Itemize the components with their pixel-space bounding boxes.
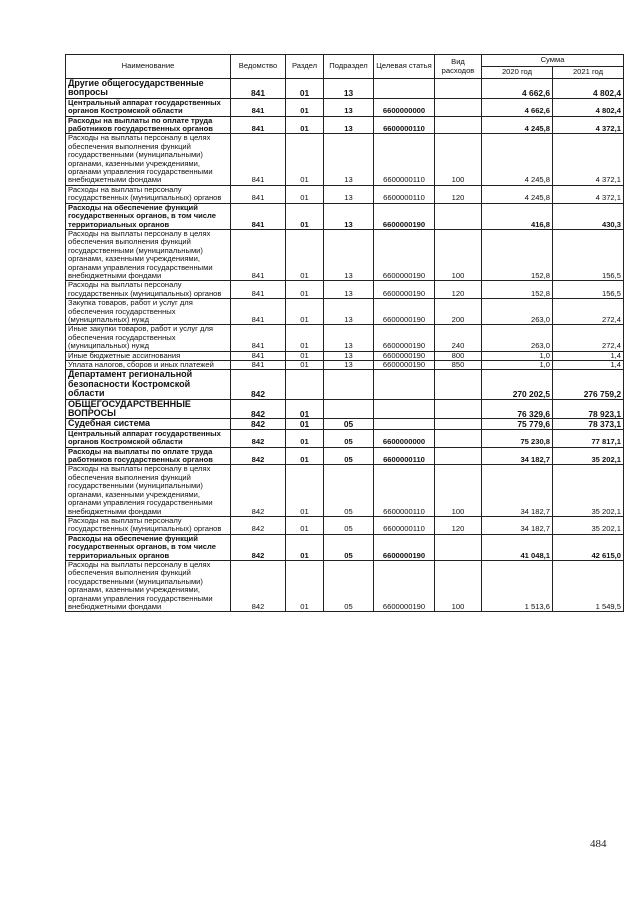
row-sum-2021: 272,4 xyxy=(553,325,624,351)
row-vedomstvo: 841 xyxy=(231,116,286,134)
row-name: Расходы на выплаты персоналу в целях обеспечения выполнения функций государственными (муниципальными) органами, казенными учреждениями, органами управления государственными внебюджетными фондами xyxy=(66,134,231,185)
row-podrazdel: 13 xyxy=(324,299,374,325)
row-target: 6600000000 xyxy=(374,429,435,447)
row-razdel: 01 xyxy=(286,203,324,229)
row-vedomstvo: 842 xyxy=(231,399,286,419)
row-sum-2020: 34 182,7 xyxy=(482,516,553,534)
row-name: Расходы на выплаты по оплате труда работников государственных органов xyxy=(66,447,231,465)
row-sum-2021: 35 202,1 xyxy=(553,447,624,465)
row-razdel: 01 xyxy=(286,229,324,280)
row-podrazdel: 05 xyxy=(324,560,374,611)
row-razdel: 01 xyxy=(286,560,324,611)
row-podrazdel: 13 xyxy=(324,229,374,280)
row-vedomstvo: 841 xyxy=(231,281,286,299)
row-name: Закупка товаров, работ и услуг для обеспечения государственных (муниципальных) нужд xyxy=(66,299,231,325)
row-vid xyxy=(435,534,482,560)
row-name: Судебная система xyxy=(66,419,231,429)
col-header-summa: Сумма xyxy=(482,55,624,67)
row-razdel: 01 xyxy=(286,299,324,325)
row-target: 6600000110 xyxy=(374,465,435,516)
row-podrazdel: 05 xyxy=(324,534,374,560)
row-podrazdel: 13 xyxy=(324,98,374,116)
row-sum-2021: 4 372,1 xyxy=(553,185,624,203)
row-vid: 200 xyxy=(435,299,482,325)
budget-table-sheet xyxy=(65,54,623,612)
row-target: 6600000110 xyxy=(374,185,435,203)
row-sum-2021: 430,3 xyxy=(553,203,624,229)
row-target xyxy=(374,370,435,399)
row-razdel: 01 xyxy=(286,134,324,185)
row-target xyxy=(374,419,435,429)
row-sum-2020: 152,8 xyxy=(482,229,553,280)
row-name: Расходы на обеспечение функций государственных органов, в том числе территориальных органов xyxy=(66,203,231,229)
row-podrazdel: 05 xyxy=(324,419,374,429)
row-target xyxy=(374,79,435,99)
table-row xyxy=(66,281,624,299)
row-razdel: 01 xyxy=(286,116,324,134)
row-vedomstvo: 842 xyxy=(231,465,286,516)
col-header-podrazdel: Подраздел xyxy=(324,55,374,79)
row-target: 6600000190 xyxy=(374,560,435,611)
row-name: Расходы на выплаты персоналу государственных (муниципальных) органов xyxy=(66,281,231,299)
table-row xyxy=(66,229,624,280)
col-header-name: Наименование xyxy=(66,55,231,79)
row-name: Центральный аппарат государственных органов Костромской области xyxy=(66,429,231,447)
table-row xyxy=(66,534,624,560)
row-sum-2021: 276 759,2 xyxy=(553,370,624,399)
row-razdel: 01 xyxy=(286,465,324,516)
table-body xyxy=(66,79,624,612)
row-podrazdel: 13 xyxy=(324,325,374,351)
row-sum-2021: 78 373,1 xyxy=(553,419,624,429)
row-vid xyxy=(435,79,482,99)
row-podrazdel: 13 xyxy=(324,361,374,370)
row-sum-2020: 34 182,7 xyxy=(482,465,553,516)
row-sum-2021: 77 817,1 xyxy=(553,429,624,447)
row-podrazdel: 13 xyxy=(324,281,374,299)
table-row xyxy=(66,98,624,116)
row-podrazdel: 05 xyxy=(324,447,374,465)
table-row xyxy=(66,299,624,325)
row-target xyxy=(374,399,435,419)
row-razdel: 01 xyxy=(286,534,324,560)
row-razdel: 01 xyxy=(286,351,324,360)
row-razdel: 01 xyxy=(286,429,324,447)
row-razdel: 01 xyxy=(286,281,324,299)
col-header-vid: Вид расходов xyxy=(435,55,482,79)
row-razdel: 01 xyxy=(286,185,324,203)
row-vedomstvo: 841 xyxy=(231,229,286,280)
row-vedomstvo: 841 xyxy=(231,134,286,185)
row-sum-2021: 35 202,1 xyxy=(553,465,624,516)
table-row xyxy=(66,185,624,203)
row-target: 6600000110 xyxy=(374,447,435,465)
row-name: Департамент региональной безопасности Костромской области xyxy=(66,370,231,399)
row-target: 6600000190 xyxy=(374,281,435,299)
row-name: Уплата налогов, сборов и иных платежей xyxy=(66,361,231,370)
row-vid xyxy=(435,203,482,229)
row-target: 6600000190 xyxy=(374,325,435,351)
row-podrazdel: 13 xyxy=(324,185,374,203)
row-name: Другие общегосударственные вопросы xyxy=(66,79,231,99)
row-sum-2021: 1,4 xyxy=(553,361,624,370)
row-razdel: 01 xyxy=(286,79,324,99)
row-name: Расходы на выплаты персоналу государственных (муниципальных) органов xyxy=(66,516,231,534)
row-target: 6600000190 xyxy=(374,534,435,560)
row-sum-2020: 1 513,6 xyxy=(482,560,553,611)
row-vid xyxy=(435,98,482,116)
budget-table xyxy=(65,54,624,612)
row-name: Центральный аппарат государственных органов Костромской области xyxy=(66,98,231,116)
col-header-year-2021: 2021 год xyxy=(553,67,624,79)
row-sum-2020: 4 245,8 xyxy=(482,134,553,185)
row-sum-2021: 1 549,5 xyxy=(553,560,624,611)
row-vedomstvo: 841 xyxy=(231,325,286,351)
row-podrazdel: 13 xyxy=(324,79,374,99)
table-row xyxy=(66,399,624,419)
table-row xyxy=(66,465,624,516)
row-vedomstvo: 842 xyxy=(231,419,286,429)
page-number: 484 xyxy=(590,838,607,850)
table-row xyxy=(66,419,624,429)
row-vedomstvo: 842 xyxy=(231,370,286,399)
row-vid: 120 xyxy=(435,281,482,299)
col-header-year-2020: 2020 год xyxy=(482,67,553,79)
row-vid: 100 xyxy=(435,134,482,185)
row-vid: 240 xyxy=(435,325,482,351)
row-sum-2021: 1,4 xyxy=(553,351,624,360)
table-row xyxy=(66,325,624,351)
row-vid xyxy=(435,429,482,447)
row-target: 6600000190 xyxy=(374,299,435,325)
row-sum-2021: 4 372,1 xyxy=(553,134,624,185)
row-sum-2020: 152,8 xyxy=(482,281,553,299)
col-header-vedomstvo: Ведомство xyxy=(231,55,286,79)
row-vedomstvo: 841 xyxy=(231,203,286,229)
row-target: 6600000190 xyxy=(374,203,435,229)
row-podrazdel: 05 xyxy=(324,465,374,516)
row-vedomstvo: 841 xyxy=(231,351,286,360)
row-podrazdel xyxy=(324,399,374,419)
row-sum-2021: 35 202,1 xyxy=(553,516,624,534)
row-sum-2020: 75 779,6 xyxy=(482,419,553,429)
row-podrazdel: 13 xyxy=(324,134,374,185)
row-vid: 120 xyxy=(435,185,482,203)
row-vedomstvo: 842 xyxy=(231,534,286,560)
row-sum-2021: 272,4 xyxy=(553,299,624,325)
row-sum-2021: 156,5 xyxy=(553,281,624,299)
row-sum-2020: 34 182,7 xyxy=(482,447,553,465)
row-vedomstvo: 842 xyxy=(231,560,286,611)
row-sum-2020: 4 662,6 xyxy=(482,79,553,99)
row-podrazdel: 13 xyxy=(324,203,374,229)
row-vedomstvo: 842 xyxy=(231,447,286,465)
col-header-razdel: Раздел xyxy=(286,55,324,79)
table-row xyxy=(66,429,624,447)
row-sum-2020: 76 329,6 xyxy=(482,399,553,419)
row-name: Расходы на выплаты персоналу государственных (муниципальных) органов xyxy=(66,185,231,203)
row-vid xyxy=(435,419,482,429)
row-sum-2020: 75 230,8 xyxy=(482,429,553,447)
row-vid: 800 xyxy=(435,351,482,360)
row-name: Расходы на выплаты персоналу в целях обеспечения выполнения функций государственными (муниципальными) органами, казенными учреждениями, органами управления государственными внебюджетными фондами xyxy=(66,229,231,280)
table-row xyxy=(66,370,624,399)
row-vid: 100 xyxy=(435,465,482,516)
row-vedomstvo: 841 xyxy=(231,79,286,99)
col-header-target: Целевая статья xyxy=(374,55,435,79)
row-razdel: 01 xyxy=(286,361,324,370)
table-row xyxy=(66,447,624,465)
row-razdel xyxy=(286,370,324,399)
row-vid xyxy=(435,399,482,419)
row-name: ОБЩЕГОСУДАРСТВЕННЫЕ ВОПРОСЫ xyxy=(66,399,231,419)
row-name: Иные бюджетные ассигнования xyxy=(66,351,231,360)
row-vid: 100 xyxy=(435,560,482,611)
row-sum-2020: 270 202,5 xyxy=(482,370,553,399)
row-sum-2020: 263,0 xyxy=(482,325,553,351)
row-name: Расходы на обеспечение функций государственных органов, в том числе территориальных органов xyxy=(66,534,231,560)
row-sum-2021: 4 802,4 xyxy=(553,98,624,116)
row-razdel: 01 xyxy=(286,399,324,419)
row-sum-2020: 4 245,8 xyxy=(482,116,553,134)
row-target: 6600000190 xyxy=(374,361,435,370)
row-podrazdel xyxy=(324,370,374,399)
row-target: 6600000000 xyxy=(374,98,435,116)
row-vid xyxy=(435,370,482,399)
table-row xyxy=(66,203,624,229)
row-razdel: 01 xyxy=(286,98,324,116)
row-vedomstvo: 841 xyxy=(231,299,286,325)
row-vedomstvo: 841 xyxy=(231,185,286,203)
row-target: 6600000110 xyxy=(374,516,435,534)
row-razdel: 01 xyxy=(286,419,324,429)
row-vedomstvo: 841 xyxy=(231,361,286,370)
row-vid: 850 xyxy=(435,361,482,370)
row-target: 6600000110 xyxy=(374,116,435,134)
row-sum-2020: 4 662,6 xyxy=(482,98,553,116)
row-sum-2020: 416,8 xyxy=(482,203,553,229)
row-name: Расходы на выплаты по оплате труда работников государственных органов xyxy=(66,116,231,134)
row-razdel: 01 xyxy=(286,447,324,465)
row-sum-2020: 1,0 xyxy=(482,361,553,370)
table-row xyxy=(66,79,624,99)
row-name: Иные закупки товаров, работ и услуг для обеспечения государственных (муниципальных) нужд xyxy=(66,325,231,351)
row-sum-2021: 78 923,1 xyxy=(553,399,624,419)
row-sum-2020: 263,0 xyxy=(482,299,553,325)
row-vedomstvo: 842 xyxy=(231,429,286,447)
row-sum-2020: 4 245,8 xyxy=(482,185,553,203)
row-sum-2020: 41 048,1 xyxy=(482,534,553,560)
row-sum-2021: 4 372,1 xyxy=(553,116,624,134)
row-vid xyxy=(435,447,482,465)
row-razdel: 01 xyxy=(286,325,324,351)
row-target: 6600000110 xyxy=(374,134,435,185)
row-target: 6600000190 xyxy=(374,229,435,280)
row-vedomstvo: 841 xyxy=(231,98,286,116)
table-row xyxy=(66,116,624,134)
row-vid: 120 xyxy=(435,516,482,534)
row-podrazdel: 13 xyxy=(324,351,374,360)
row-vedomstvo: 842 xyxy=(231,516,286,534)
row-sum-2021: 42 615,0 xyxy=(553,534,624,560)
row-name: Расходы на выплаты персоналу в целях обеспечения выполнения функций государственными (муниципальными) органами, казенными учреждениями, органами управления государственными внебюджетными фондами xyxy=(66,560,231,611)
row-podrazdel: 05 xyxy=(324,429,374,447)
row-razdel: 01 xyxy=(286,516,324,534)
row-sum-2021: 4 802,4 xyxy=(553,79,624,99)
table-row xyxy=(66,134,624,185)
row-target: 6600000190 xyxy=(374,351,435,360)
row-podrazdel: 13 xyxy=(324,116,374,134)
row-podrazdel: 05 xyxy=(324,516,374,534)
row-sum-2020: 1,0 xyxy=(482,351,553,360)
row-vid: 100 xyxy=(435,229,482,280)
row-name: Расходы на выплаты персоналу в целях обеспечения выполнения функций государственными (муниципальными) органами, казенными учреждениями, органами управления государственными внебюджетными фондами xyxy=(66,465,231,516)
table-row xyxy=(66,560,624,611)
row-vid xyxy=(435,116,482,134)
table-row xyxy=(66,516,624,534)
row-sum-2021: 156,5 xyxy=(553,229,624,280)
